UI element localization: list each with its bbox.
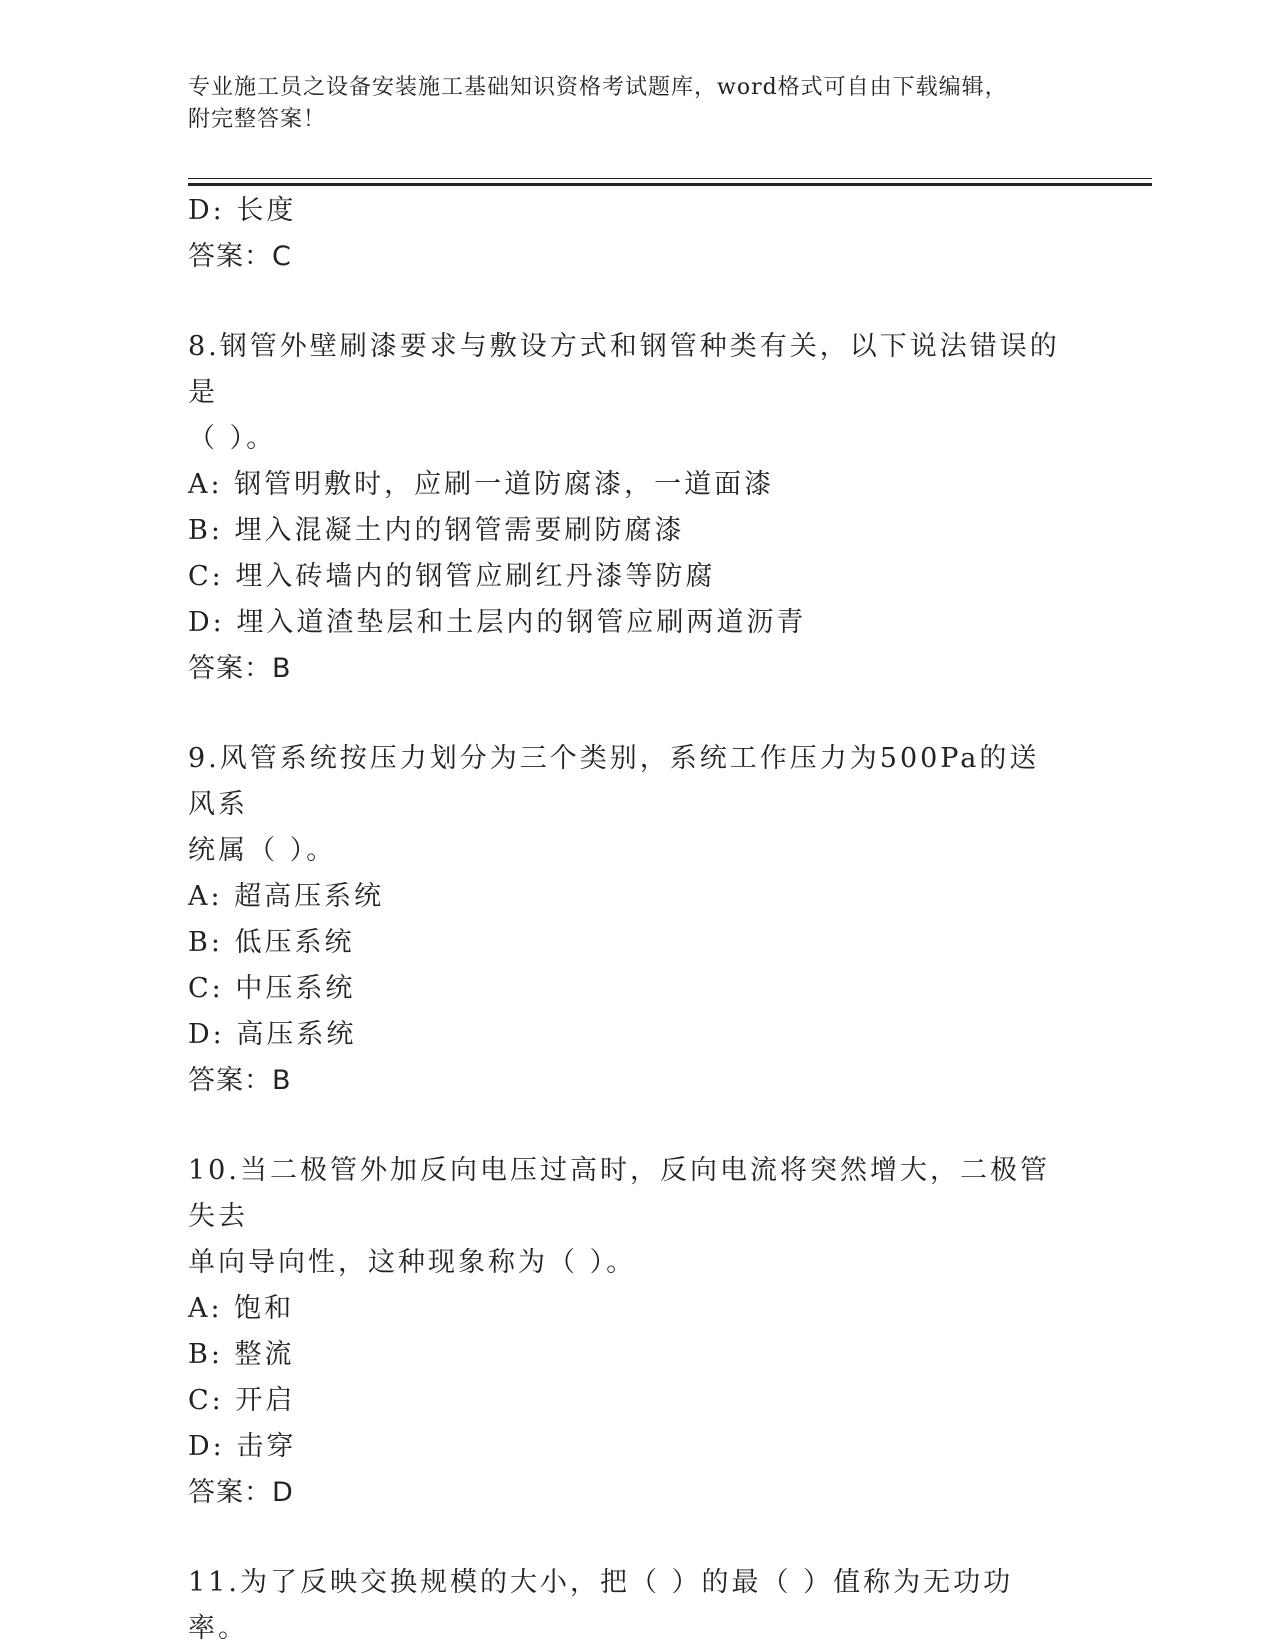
option-a: A: 超高压系统: [188, 881, 385, 912]
answer: 答案：B: [188, 653, 292, 684]
option-c: C: 中压系统: [188, 973, 356, 1004]
question-9: [188, 736, 1088, 1104]
question-stem-line1: 11.为了反映交换规模的大小，把（ ）的最（ ）值称为无功功率。: [188, 1567, 1014, 1644]
spacer: [188, 692, 1088, 736]
question-stem-line1: 10.当二极管外加反向电压过高时，反向电流将突然增大，二极管失去: [188, 1155, 1050, 1232]
header-divider-thick: [188, 183, 1152, 186]
option-b: B: 整流: [188, 1339, 295, 1370]
spacer: [188, 280, 1088, 324]
page-header: [188, 72, 1088, 136]
question-stem-line2: 统属（ ）。: [188, 835, 337, 866]
question-stem-line1: 8.钢管外壁刷漆要求与敷设方式和钢管种类有关，以下说法错误的是: [188, 331, 1060, 408]
option-b: B: 低压系统: [188, 927, 355, 958]
option-d: D: 埋入道渣垫层和土层内的钢管应刷两道沥青: [188, 607, 807, 638]
header-title-line1: 专业施工员之设备安装施工基础知识资格考试题库，word格式可自由下载编辑，: [188, 75, 1008, 100]
option-c: C: 埋入砖墙内的钢管应刷红丹漆等防腐: [188, 561, 716, 592]
header-divider-thin: [188, 178, 1152, 179]
question-8: [188, 324, 1088, 692]
spacer: [188, 1104, 1088, 1148]
spacer: [188, 1516, 1088, 1560]
question-list: [188, 188, 1088, 1652]
option-d: D: 高压系统: [188, 1019, 357, 1050]
header-title-line2: 附完整答案！: [188, 107, 327, 132]
question-11: [188, 1560, 1088, 1652]
previous-option-d: D: 长度: [188, 195, 297, 226]
question-stem-line2: （ ）。: [188, 423, 277, 454]
answer: 答案：B: [188, 1065, 292, 1096]
option-b: B: 埋入混凝土内的钢管需要刷防腐漆: [188, 515, 685, 546]
answer: 答案：D: [188, 1477, 294, 1508]
option-d: D: 击穿: [188, 1431, 297, 1462]
option-a: A: 钢管明敷时，应刷一道防腐漆，一道面漆: [188, 469, 775, 500]
previous-answer: 答案：C: [188, 241, 292, 272]
question-stem-line2: 单向导向性，这种现象称为（ ）。: [188, 1247, 637, 1278]
question-stem-line1: 9.风管系统按压力划分为三个类别，系统工作压力为500Pa的送风系: [188, 743, 1040, 820]
question-10: [188, 1148, 1088, 1516]
option-a: A: 饱和: [188, 1293, 295, 1324]
option-c: C: 开启: [188, 1385, 296, 1416]
